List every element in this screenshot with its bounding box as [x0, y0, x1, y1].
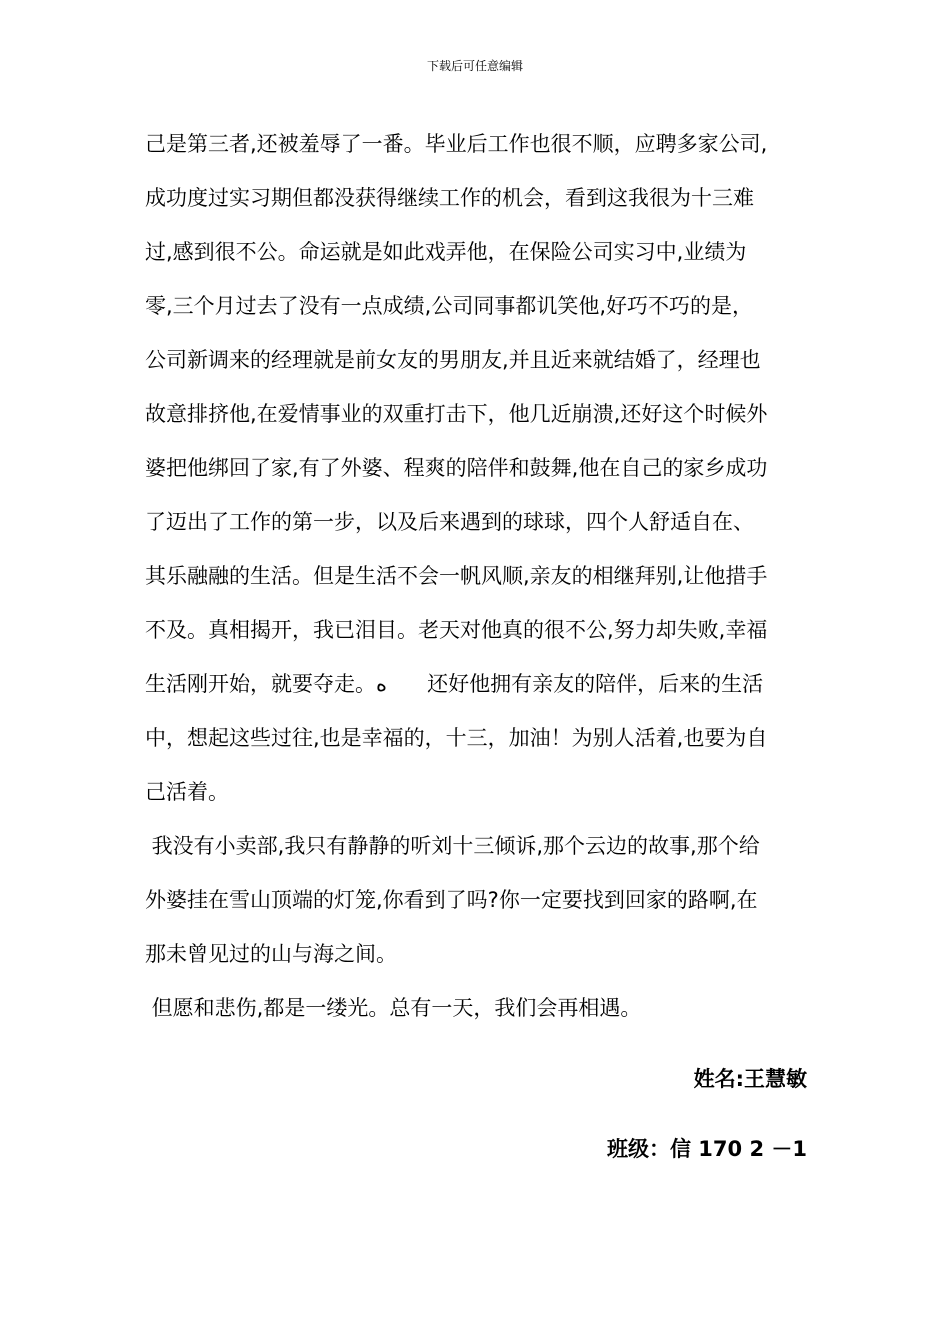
body-line-6: 故意排挤他,在爱情事业的双重打击下，他几近崩溃,还好这个时候外 — [145, 402, 768, 426]
body-line-16: 那未曾见过的山与海之间。 — [145, 942, 397, 966]
signature-class: 班级：信 170 2 －1 — [607, 1137, 807, 1161]
body-line-4: 零,三个月过去了没有一点成绩,公司同事都讥笑他,好巧不巧的是， — [145, 294, 754, 318]
body-line-13: 己活着。 — [145, 780, 229, 804]
page-header: 下载后可任意编辑 — [426, 59, 523, 73]
signature-name: 姓名:王慧敏 — [693, 1067, 807, 1091]
body-line-2: 成功度过实习期但都没获得继续工作的机会，看到这我很为十三难 — [145, 186, 754, 210]
body-line-3: 过,感到很不公。命运就是如此戏弄他，在保险公司实习中,业绩为 — [145, 240, 747, 264]
body-line-10: 不及。真相揭开，我已泪目。老天对他真的很不公,努力却失败,幸福 — [145, 618, 768, 642]
body-line-1: 己是第三者,还被羞辱了一番。毕业后工作也很不顺，应聘多家公司, — [145, 132, 768, 156]
body-line-12: 中，想起这些过往,也是幸福的，十三，加油！为别人活着,也要为自 — [145, 726, 768, 750]
body-line-9: 其乐融融的生活。但是生活不会一帆风顺,亲友的相继拜别,让他措手 — [145, 564, 768, 588]
body-line-14: 我没有小卖部,我只有静静的听刘十三倾诉,那个云边的故事,那个给 — [145, 834, 760, 858]
body-line-17: 但愿和悲伤,都是一缕光。总有一天，我们会再相遇。 — [145, 996, 642, 1020]
body-line-15: 外婆挂在雪山顶端的灯笼,你看到了吗?你一定要找到回家的路啊,在 — [145, 888, 758, 912]
body-line-8: 了迈出了工作的第一步，以及后来遇到的球球，四个人舒适自在、 — [145, 510, 754, 534]
body-line-11: 生活刚开始，就要夺走。ه 还好他拥有亲友的陪伴，后来的生活 — [145, 672, 764, 696]
body-line-5: 公司新调来的经理就是前女友的男朋友,并且近来就结婚了，经理也 — [145, 348, 761, 372]
body-line-7: 婆把他绑回了家,有了外婆、程爽的陪伴和鼓舞,他在自己的家乡成功 — [145, 456, 768, 480]
